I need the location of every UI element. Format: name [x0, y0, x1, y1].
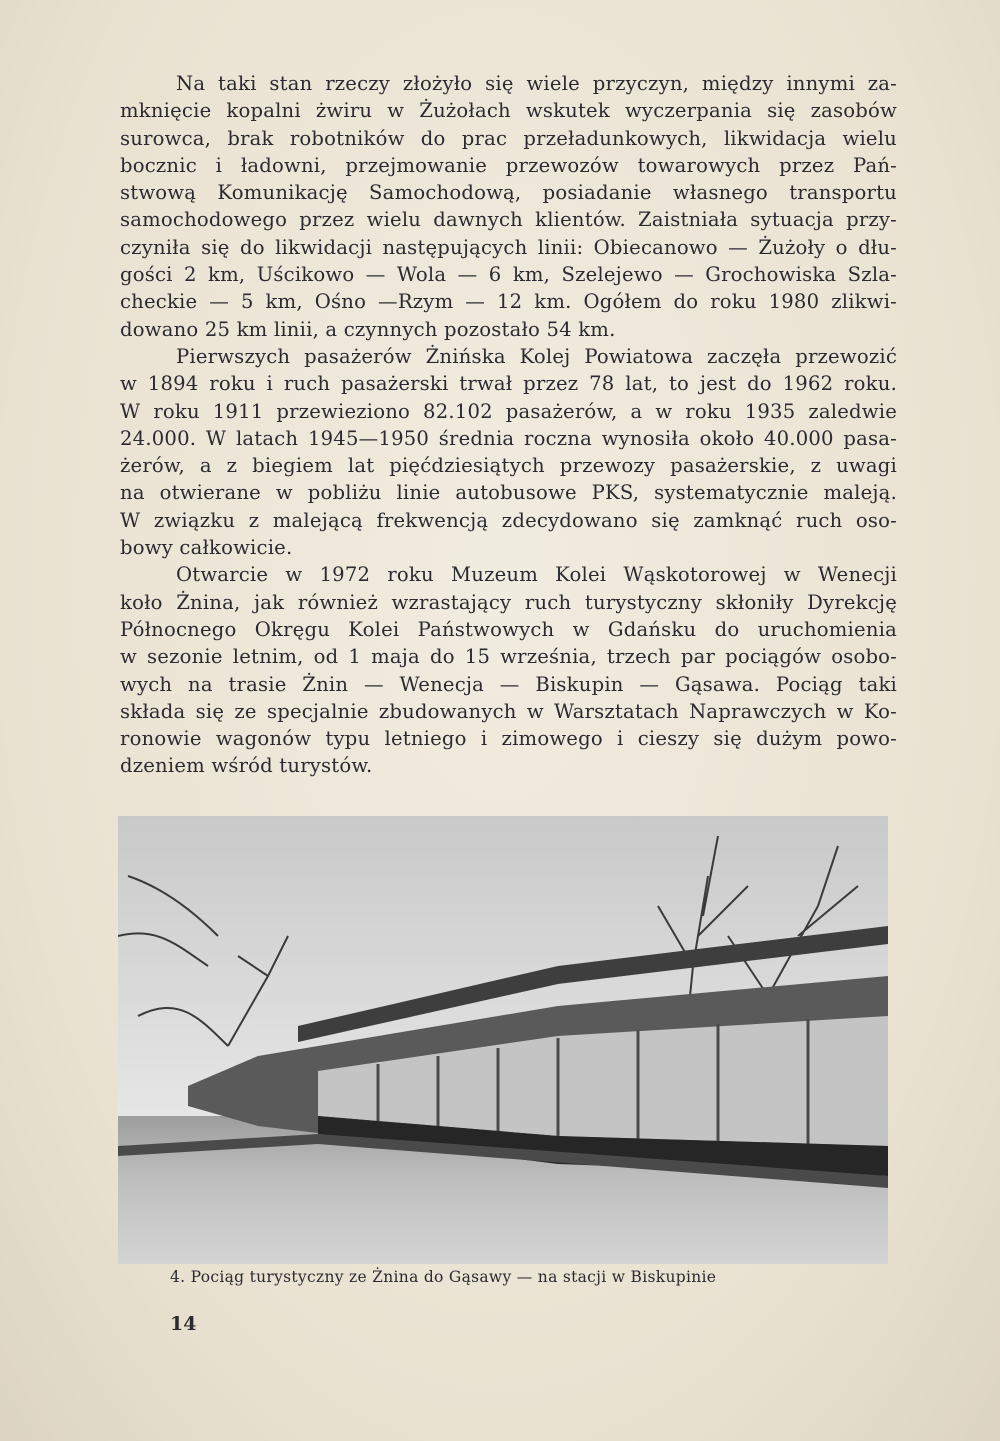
page-number: 14 [170, 1313, 197, 1335]
text-line: składa się ze specjalnie zbudowanych w Warsztatach Naprawczych w Ko- [120, 699, 897, 723]
text-line: Otwarcie w 1972 roku Muzeum Kolei Wąskotorowej w Wenecji [176, 563, 897, 587]
text-line: ronowie wagonów typu letniego i zimowego i cieszy się dużym powo- [120, 727, 897, 751]
text-line: w 1894 roku i ruch pasażerski trwał przez 78 lat, to jest do 1962 roku. [120, 372, 897, 396]
paragraph-1 [120, 70, 897, 343]
text-line: checkie — 5 km, Ośno —Rzym — 12 km. Ogółem do roku 1980 zlikwi- [120, 290, 897, 314]
text-line: dowano 25 km linii, a czynnych pozostało 54 km. [120, 317, 616, 341]
text-line: samochodowego przez wielu dawnych klientów. Zaistniała sytuacja przy- [120, 208, 897, 232]
text-line: w sezonie letnim, od 1 maja do 15 września, trzech par pociągów osobo- [120, 645, 897, 669]
text-line: stwową Komunikację Samochodową, posiadanie własnego transportu [120, 181, 897, 205]
paragraph-3 [120, 561, 897, 779]
text-line: gości 2 km, Uścikowo — Wola — 6 km, Szelejewo — Grochowiska Szla- [120, 263, 897, 287]
text-line: W roku 1911 przewieziono 82.102 pasażerów, a w roku 1935 zaledwie [120, 399, 897, 423]
text-line: Na taki stan rzeczy złożyło się wiele przyczyn, między innymi za- [176, 72, 897, 95]
text-line: wych na trasie Żnin — Wenecja — Biskupin — Gąsawa. Pociąg taki [120, 672, 897, 696]
text-line: W związku z malejącą frekwencją zdecydowano się zamknąć ruch oso- [120, 508, 897, 532]
tourist-train-photo [118, 816, 888, 1264]
text-line: czyniła się do likwidacji następujących linii: Obiecanowo — Żużoły o dłu- [120, 235, 897, 259]
text-line: bocznic i ładowni, przejmowanie przewozów towarowych przez Pań- [120, 153, 897, 177]
text-line: żerów, a z biegiem lat pięćdziesiątych przewozy pasażerskie, z uwagi [120, 454, 897, 478]
body-text [120, 70, 897, 780]
text-line: Północnego Okręgu Kolei Państwowych w Gdańsku do uruchomienia [120, 617, 897, 641]
figure-caption: 4. Pociąg turystyczny ze Żnina do Gąsawy — na stacji w Biskupinie [170, 1268, 717, 1286]
text-line: na otwierane w pobliżu linie autobusowe PKS, systematycznie maleją. [120, 481, 897, 505]
text-line: Pierwszych pasażerów Żnińska Kolej Powiatowa zaczęła przewozić [176, 344, 897, 368]
paragraph-2 [120, 343, 897, 561]
text-line: 24.000. W latach 1945—1950 średnia roczna wynosiła około 40.000 pasa- [120, 426, 897, 450]
text-line: bowy całkowicie. [120, 536, 293, 560]
text-line: koło Żnina, jak również wzrastający ruch turystyczny skłoniły Dyrekcję [120, 590, 897, 614]
text-line: surowca, brak robotników do prac przeładunkowych, likwidacja wielu [120, 126, 897, 150]
text-line: dzeniem wśród turystów. [120, 754, 373, 778]
text-line: mknięcie kopalni żwiru w Żużołach wskutek wyczerpania się zasobów [120, 99, 897, 123]
